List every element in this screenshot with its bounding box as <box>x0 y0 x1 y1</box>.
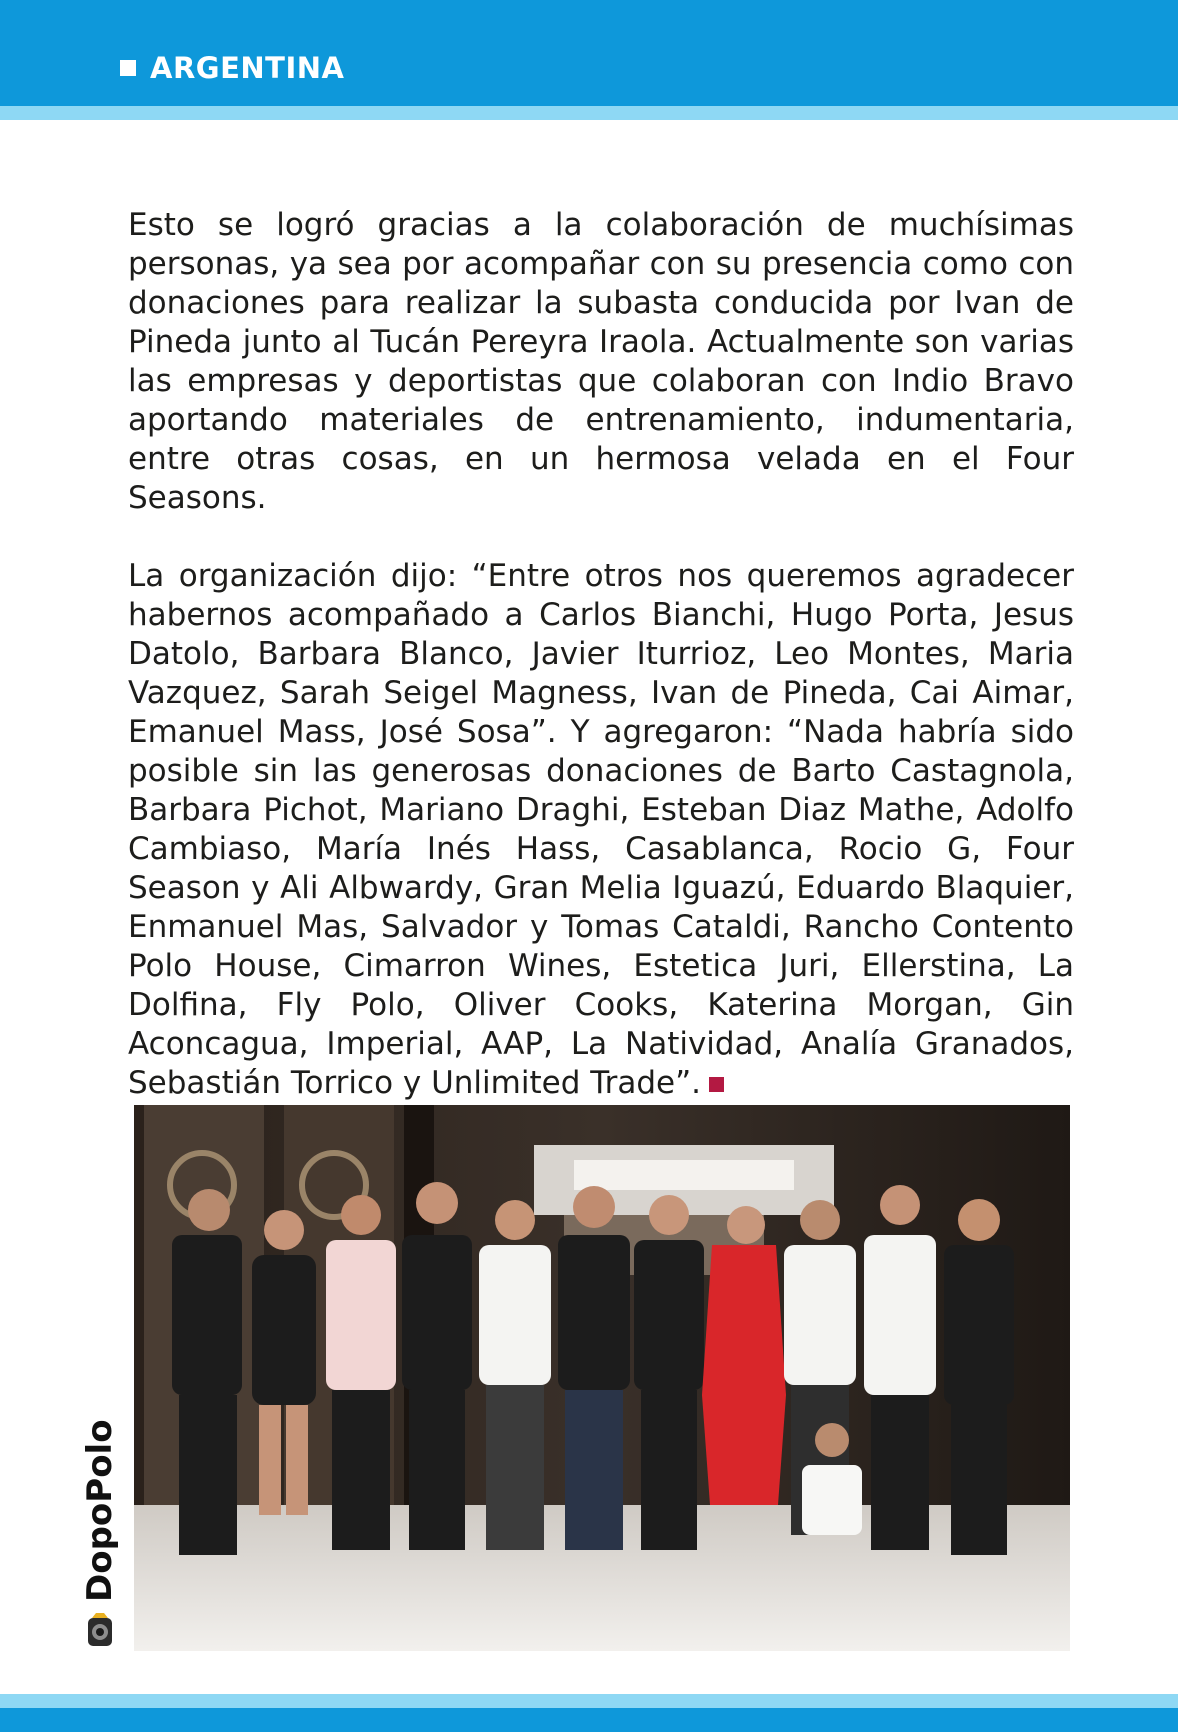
footer-stripe <box>0 1694 1178 1708</box>
article-paragraph-last <box>128 557 1074 1103</box>
section-title: ARGENTINA <box>150 51 345 85</box>
end-of-article-icon <box>709 1077 724 1092</box>
camera-icon <box>84 1612 116 1648</box>
article-body <box>128 206 1074 1103</box>
photo-credit-text: DopoPolo <box>80 1419 120 1602</box>
section-label <box>120 48 344 88</box>
header-stripe <box>0 106 1178 120</box>
group-photo <box>134 1105 1070 1651</box>
article-paragraph: Esto se logró gracias a la colaboración de muchísimas personas, ya sea por acompañar con su presencia como con donaciones para realizar la subasta conducida por Ivan de Pineda junto al Tucán Pereyra Iraola. Actualmente son varias las empresas y deportistas que colaboran con Indio Bravo aportando materiales de entrenamiento, indumentaria, entre otras cosas, en un hermosa velada en el Four Seasons. <box>128 207 1074 516</box>
photo-credit <box>76 1412 124 1652</box>
square-bullet-icon <box>120 60 136 76</box>
footer-bar <box>0 1708 1178 1732</box>
article-paragraph-text: La organización dijo: “Entre otros nos queremos agradecer habernos acompañado a Carlos Bianchi, Hugo Porta, Jesus Datolo, Barbara Blanco, Javier Iturrioz, Leo Montes, Maria Vazquez, Sarah Seigel Magness, Ivan de Pineda, Cai Aimar, Emanuel Mass, José Sosa”. Y agregaron: “Nada habría sido posible sin las generosas donaciones de Barto Castagnola, Barbara Pichot, Mariano Draghi, Esteban Diaz Mathe, Adolfo Cambiaso, María Inés Hass, Casablanca, Rocio G, Four Season y Ali Albwardy, Gran Melia Iguazú, Eduardo Blaquier, Enmanuel Mas, Salvador y Tomas Cataldi, Rancho Contento Polo House, Cimarron Wines, Estetica Juri, Ellerstina, La Dolfina, Fly Polo, Oliver Cooks, Katerina Morgan, Gin Aconcagua, Imperial, AAP, La Natividad, Analía Granados, Sebastián Torrico y Unlimited Trade”. <box>128 558 1074 1101</box>
